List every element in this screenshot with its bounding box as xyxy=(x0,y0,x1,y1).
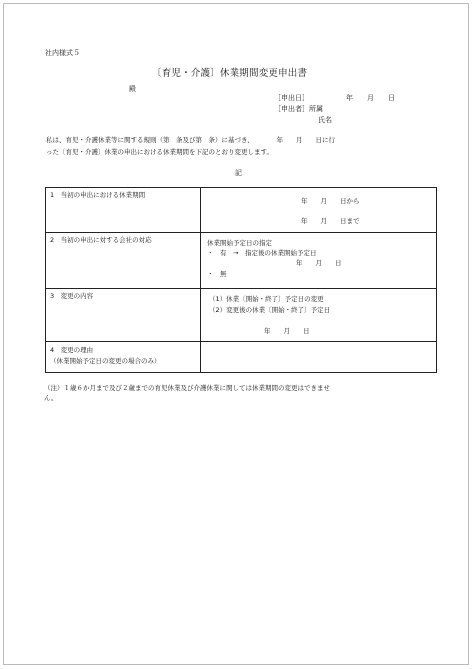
document-title: 〔育児・介護〕休業期間変更申出書 xyxy=(152,68,308,79)
change-request-table xyxy=(45,187,437,373)
table-row xyxy=(46,188,437,233)
applicant-name-label: 氏名 xyxy=(318,116,332,124)
table-row xyxy=(46,233,437,289)
addressee-suffix: 殿 xyxy=(129,85,136,93)
designation-heading: 休業開始予定日の指定 xyxy=(207,239,272,247)
table-row xyxy=(46,289,437,342)
note-line-1: （注）１歳６か月まで及び２歳までの育児休業及び介護休業に関しては休業期間の変更はできませ xyxy=(44,384,330,392)
body-text-line-2: った〔育児・介護〕休業の申出における休業期間を下記のとおり変更します。 xyxy=(46,148,273,156)
label-change-reason xyxy=(46,342,201,373)
company-response-cell xyxy=(201,233,437,289)
change-item-2: （2）変更後の休業〔開始・終了〕予定日 xyxy=(209,306,331,314)
body-text-line-1: 私は、育児・介護休業等に関する規則（第 条及び第 条）に基づき、 年 月 日に行 xyxy=(46,136,335,144)
change-item-1: （1）休業〔開始・終了〕予定日の変更 xyxy=(209,295,324,303)
ki-heading: 記 xyxy=(235,169,242,177)
form-code: 社内様式５ xyxy=(45,49,80,57)
original-period-from: 年 月 日から xyxy=(301,197,360,205)
date-fields: 年 月 日 xyxy=(346,94,395,102)
designation-yes-option: ・ 有 → 指定後の休業開始予定日 xyxy=(207,249,317,257)
original-period-to: 年 月 日まで xyxy=(301,217,360,225)
document-page xyxy=(3,3,469,665)
original-period-cell xyxy=(201,188,437,233)
designation-no-option: ・ 無 xyxy=(207,270,227,278)
change-reason-note: （休業開始予定日の変更の場合のみ） xyxy=(50,357,161,365)
change-content-cell xyxy=(201,289,437,342)
label-original-period: 1 当初の申出における休業期間 xyxy=(46,188,201,233)
date-label: ［申出日］ xyxy=(274,94,309,102)
label-change-content: 3 変更の内容 xyxy=(46,289,201,342)
note-line-2: ん。 xyxy=(44,394,58,402)
change-reason-cell xyxy=(201,342,437,373)
changed-date: 年 月 日 xyxy=(264,327,310,335)
designated-start-date: 年 月 日 xyxy=(296,259,342,267)
label-company-response: 2 当初の申出に対する会社の対応 xyxy=(46,233,201,289)
table-row xyxy=(46,342,437,373)
change-reason-title: 4 変更の理由 xyxy=(50,346,94,354)
applicant-affiliation-label: ［申出者］所属 xyxy=(274,105,323,113)
